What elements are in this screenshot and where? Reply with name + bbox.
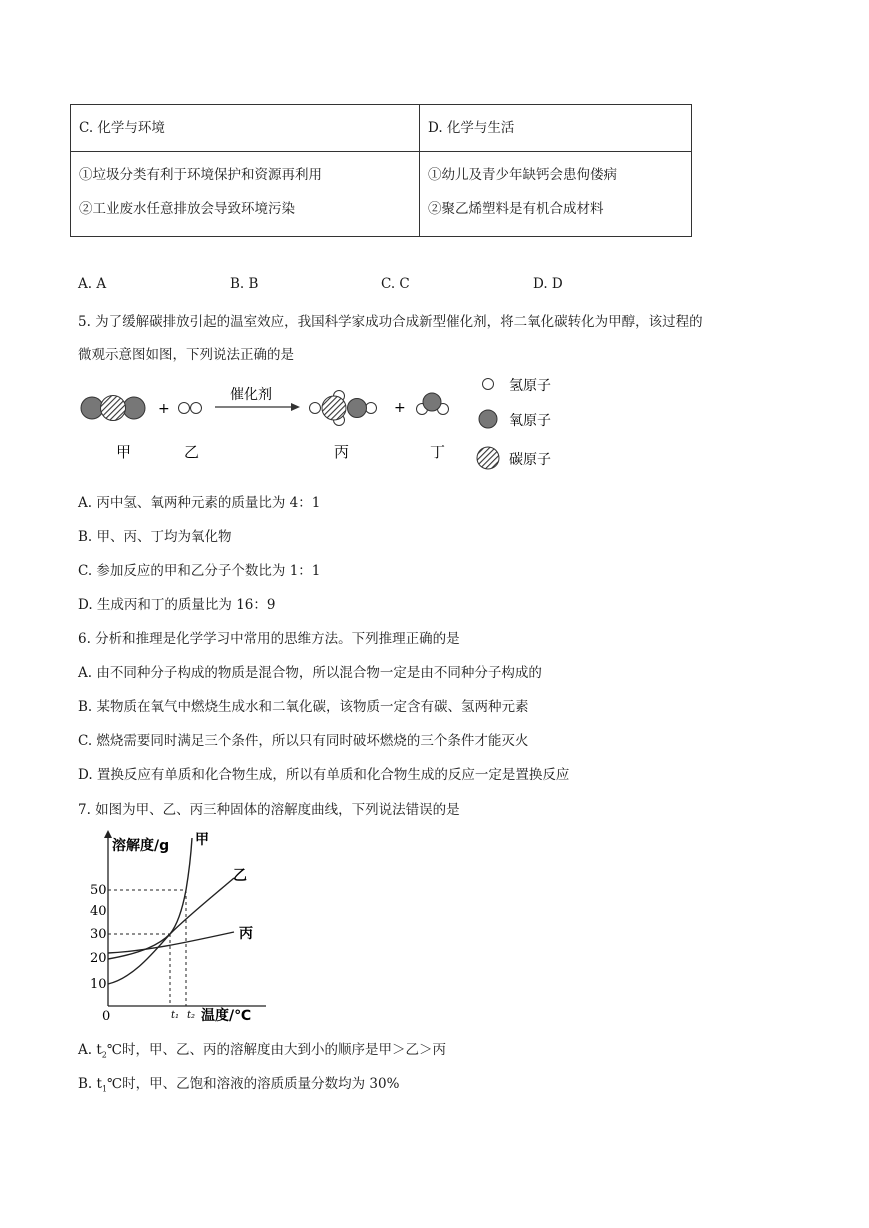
series-label-jia: 甲	[195, 832, 209, 848]
table-header-d: D. 化学与生活	[420, 105, 692, 152]
q5-option-c: C. 参加反应的甲和乙分子个数比为 1：1	[78, 563, 321, 579]
table-cell-d	[420, 152, 692, 237]
q7-option-b: B. $t_1℃$时，甲、乙饱和溶液的溶质质量分数均为 30%	[78, 1076, 400, 1094]
y-tick: 20	[90, 951, 107, 966]
q5-stem-line2: 微观示意图如图，下列说法正确的是	[78, 347, 294, 363]
table-line: ②聚乙烯塑料是有机合成材料	[428, 201, 604, 217]
legend-oxygen: 氧原子	[509, 413, 551, 429]
x-axis-label: 温度/℃	[201, 1008, 252, 1024]
label-yi: 乙	[184, 443, 200, 461]
q6-stem: 6. 分析和推理是化学学习中常用的思维方法。下列推理正确的是	[78, 631, 460, 647]
plus-sign: +	[394, 400, 406, 416]
hydrogen-legend-icon	[483, 379, 494, 390]
y-tick: 10	[90, 977, 107, 992]
series-label-yi: 乙	[233, 868, 247, 884]
y-tick: 30	[90, 927, 107, 942]
curve-jia	[108, 838, 192, 959]
q5-option-d: D. 生成丙和丁的质量比为 16：9	[78, 597, 276, 613]
q5-stem-line1: 5. 为了缓解碳排放引起的温室效应，我国科学家成功合成新型催化剂，将二氧化碳转化为甲醇，该过程的	[78, 314, 703, 330]
reaction-diagram	[78, 372, 578, 477]
solubility-chart	[88, 828, 278, 1026]
catalyst-label: 催化剂	[230, 387, 272, 403]
q4-option-b: B. B	[230, 276, 259, 292]
q5-option-b: B. 甲、丙、丁均为氧化物	[78, 529, 232, 545]
q7-option-a: A. $t_2℃$时，甲、乙、丙的溶解度由大到小的顺序是甲＞乙＞丙	[78, 1042, 446, 1060]
y-tick: 40	[90, 904, 107, 919]
label-ding: 丁	[430, 443, 446, 461]
table-line: ②工业废水任意排放会导致环境污染	[79, 201, 295, 217]
q6-option-c: C. 燃烧需要同时满足三个条件，所以只有同时破坏燃烧的三个条件才能灭火	[78, 733, 529, 749]
legend	[477, 378, 551, 469]
y-axis-label: 溶解度/g	[112, 838, 170, 854]
legend-carbon: 碳原子	[509, 452, 551, 468]
q6-option-d: D. 置换反应有单质和化合物生成，所以有单质和化合物生成的反应一定是置换反应	[78, 767, 570, 783]
q7-stem: 7. 如图为甲、乙、丙三种固体的溶解度曲线，下列说法错误的是	[78, 802, 460, 818]
q6-option-a: A. 由不同种分子构成的物质是混合物，所以混合物一定是由不同种分子构成的	[78, 665, 542, 681]
carbon-legend-icon	[477, 447, 499, 469]
legend-hydrogen: 氢原子	[509, 378, 551, 394]
table-header-c: C. 化学与环境	[71, 105, 420, 152]
molecule-yi	[179, 403, 202, 414]
options-table	[70, 104, 692, 237]
x-tick-t2: t₂	[187, 1010, 196, 1021]
series-label-bing: 丙	[239, 926, 253, 942]
label-jia: 甲	[116, 443, 132, 461]
x-tick-origin: 0	[102, 1009, 111, 1024]
molecule-ding	[417, 393, 449, 415]
x-tick-t1: t₁	[171, 1010, 180, 1021]
curve-yi	[108, 878, 234, 984]
oxygen-legend-icon	[479, 410, 497, 428]
q4-option-a: A. A	[78, 276, 107, 292]
q4-option-d: D. D	[533, 276, 563, 292]
label-bing: 丙	[334, 443, 350, 461]
table-line: ①幼儿及青少年缺钙会患佝偻病	[428, 167, 617, 183]
plus-sign: +	[158, 401, 170, 417]
curve-bing	[108, 932, 234, 953]
q5-option-a: A. 丙中氢、氧两种元素的质量比为 4：1	[78, 495, 321, 511]
q4-option-c: C. C	[381, 276, 410, 292]
y-tick: 50	[90, 883, 107, 898]
molecule-bing	[310, 391, 377, 426]
q6-option-b: B. 某物质在氧气中燃烧生成水和二氧化碳，该物质一定含有碳、氢两种元素	[78, 699, 529, 715]
table-cell-c	[71, 152, 420, 237]
table-line: ①垃圾分类有利于环境保护和资源再利用	[79, 167, 322, 183]
molecule-jia	[81, 396, 145, 421]
